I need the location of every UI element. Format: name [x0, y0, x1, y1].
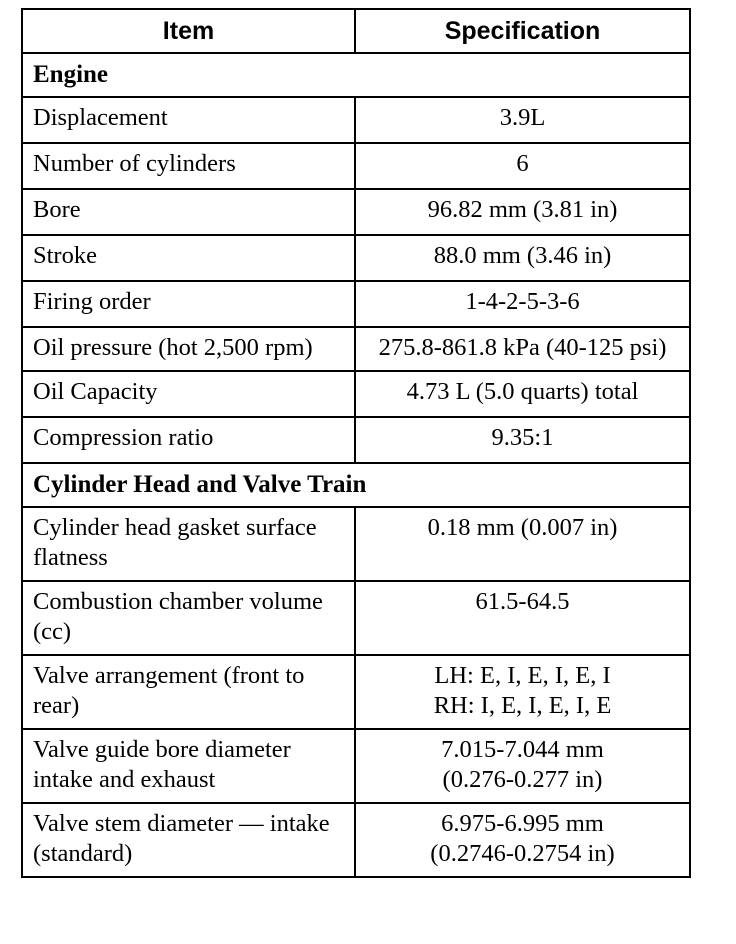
header-row	[22, 9, 690, 53]
section-row-cylinder-head	[22, 463, 690, 507]
specification-table	[21, 8, 691, 878]
item-cell: Valve arrangement (front to rear)	[22, 655, 355, 729]
spec-line: 61.5-64.5	[475, 588, 570, 615]
spec-cell	[355, 655, 690, 729]
item-cell: Number of cylinders	[22, 143, 355, 189]
spec-line: 0.18 mm (0.007 in)	[427, 514, 618, 541]
spec-cell	[355, 729, 690, 803]
header-specification: Specification	[355, 9, 690, 53]
table-row	[22, 143, 690, 189]
spec-line: 9.35:1	[491, 424, 554, 451]
item-cell: Valve guide bore diameter intake and exhaust	[22, 729, 355, 803]
table-row	[22, 803, 690, 877]
item-cell: Compression ratio	[22, 417, 355, 463]
spec-line: LH: E, I, E, I, E, I	[434, 662, 611, 689]
item-cell: Valve stem diameter — intake (standard)	[22, 803, 355, 877]
spec-cell	[355, 327, 690, 371]
item-cell: Bore	[22, 189, 355, 235]
table-row	[22, 327, 690, 371]
item-cell: Stroke	[22, 235, 355, 281]
spec-line: 1-4-2-5-3-6	[465, 288, 580, 315]
spec-line: (0.276-0.277 in)	[442, 766, 603, 793]
table-row	[22, 371, 690, 417]
spec-cell	[355, 143, 690, 189]
table-row	[22, 417, 690, 463]
spec-cell	[355, 507, 690, 581]
spec-line: 275.8-861.8 kPa (40-125 psi)	[378, 334, 667, 361]
item-cell: Cylinder head gasket surface flatness	[22, 507, 355, 581]
spec-cell	[355, 281, 690, 327]
item-cell: Displacement	[22, 97, 355, 143]
table-row	[22, 581, 690, 655]
table-row	[22, 97, 690, 143]
header-item: Item	[22, 9, 355, 53]
spec-cell	[355, 803, 690, 877]
table-row	[22, 281, 690, 327]
spec-line: 4.73 L (5.0 quarts) total	[406, 378, 639, 405]
spec-cell	[355, 235, 690, 281]
spec-line: 6.975-6.995 mm	[441, 810, 604, 837]
table-row	[22, 655, 690, 729]
table-row	[22, 729, 690, 803]
item-cell: Combustion chamber volume (cc)	[22, 581, 355, 655]
spec-line: 3.9L	[499, 104, 546, 131]
table-row	[22, 189, 690, 235]
spec-line: 6	[516, 150, 529, 177]
spec-cell	[355, 417, 690, 463]
section-row-engine	[22, 53, 690, 97]
spec-cell	[355, 581, 690, 655]
spec-cell	[355, 189, 690, 235]
spec-line: 96.82 mm (3.81 in)	[427, 196, 618, 223]
item-cell: Firing order	[22, 281, 355, 327]
spec-cell	[355, 97, 690, 143]
section-title: Engine	[22, 53, 690, 97]
item-cell: Oil pressure (hot 2,500 rpm)	[22, 327, 355, 371]
spec-line: 7.015-7.044 mm	[441, 736, 604, 763]
spec-line: 88.0 mm (3.46 in)	[433, 242, 612, 269]
item-cell: Oil Capacity	[22, 371, 355, 417]
spec-line: (0.2746-0.2754 in)	[430, 840, 615, 867]
spec-cell	[355, 371, 690, 417]
section-title: Cylinder Head and Valve Train	[22, 463, 690, 507]
table-row	[22, 235, 690, 281]
spec-line: RH: I, E, I, E, I, E	[433, 692, 612, 719]
table-row	[22, 507, 690, 581]
